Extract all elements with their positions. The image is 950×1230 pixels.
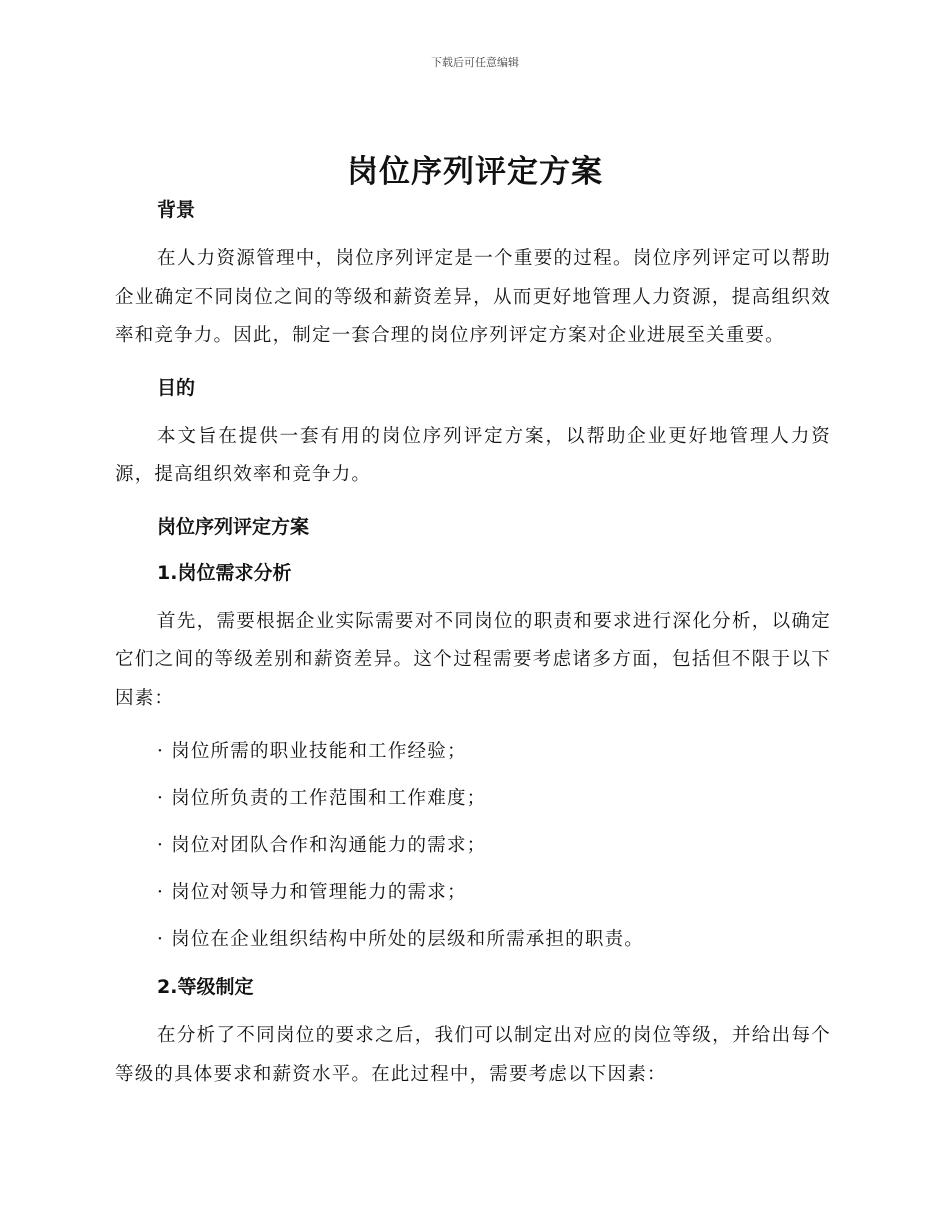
paragraph-step2: 在分析了不同岗位的要求之后，我们可以制定出对应的岗位等级，并给出每个等级的具体要求和薪资水平。在此过程中，需要考虑以下因素：	[115, 1025, 831, 1085]
heading-background: 背景	[157, 199, 196, 221]
paragraph-step1: 首先，需要根据企业实际需要对不同岗位的职责和要求进行深化分析，以确定它们之间的等级差别和薪资差异。这个过程需要考虑诸多方面，包括但不限于以下因素：	[115, 610, 831, 709]
list-item: · 岗位所需的职业技能和工作经验；	[157, 741, 467, 762]
heading-purpose: 目的	[157, 376, 196, 399]
document-body	[115, 196, 831, 1094]
list-item: · 岗位对领导力和管理能力的需求；	[157, 882, 467, 903]
list-item: · 岗位所负责的工作范围和工作难度；	[157, 788, 487, 809]
list-item: · 岗位在企业组织结构中所处的层级和所需承担的职责。	[157, 929, 644, 950]
paragraph-background: 在人力资源管理中，岗位序列评定是一个重要的过程。岗位序列评定可以帮助企业确定不同岗位之间的等级和薪资差异，从而更好地管理人力资源，提高组织效率和竞争力。因此，制定一套合理的岗位序列评定方案对企业进展至关重要。	[115, 248, 831, 346]
heading-plan: 岗位序列评定方案	[157, 515, 310, 538]
heading-step1: 1.岗位需求分析	[157, 561, 292, 584]
heading-step2: 2.等级制定	[157, 976, 254, 998]
paragraph-purpose: 本文旨在提供一套有用的岗位序列评定方案，以帮助企业更好地管理人力资源，提高组织效率和竞争力。	[115, 425, 831, 485]
header-note: 下载后可任意编辑	[431, 56, 519, 69]
document-title: 岗位序列评定方案	[347, 154, 603, 190]
list-item: · 岗位对团队合作和沟通能力的需求；	[157, 835, 487, 856]
